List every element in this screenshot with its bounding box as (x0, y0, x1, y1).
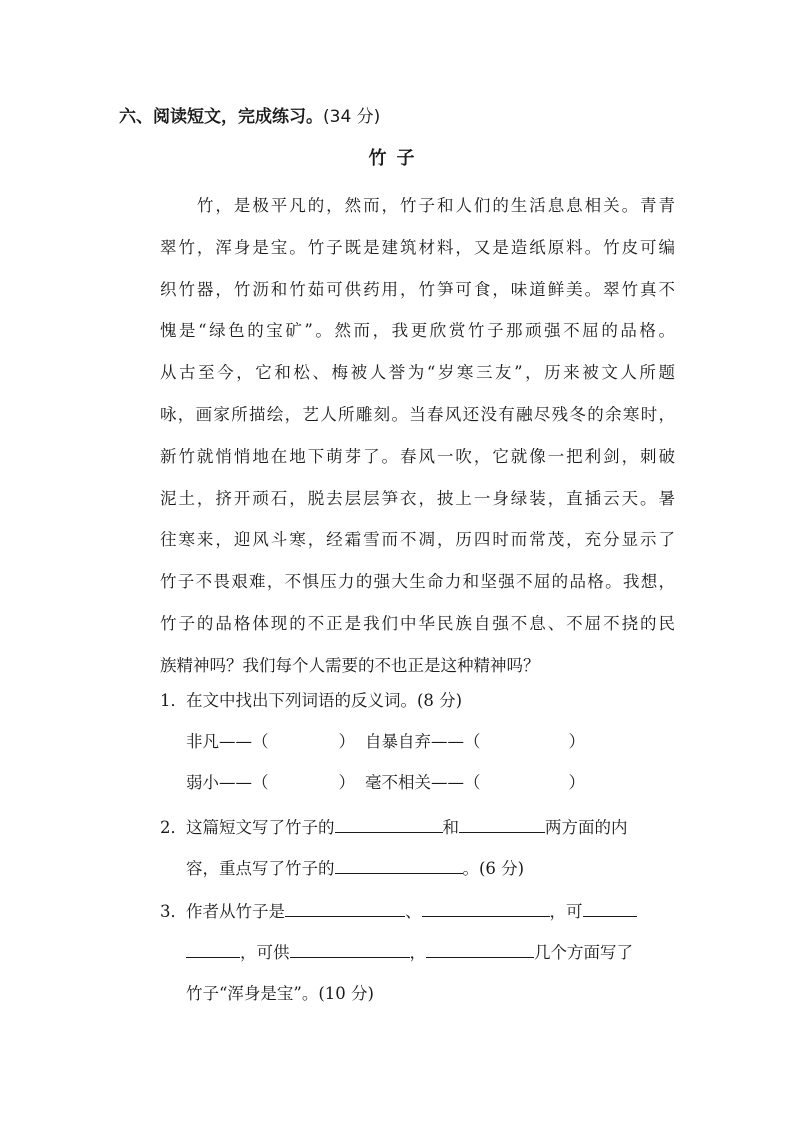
antonym-row-2 (186, 770, 706, 796)
passage-line: 竹，是极平凡的，然而，竹子和人们的生活息息相关。青青 (160, 196, 675, 215)
question-score: (8 分) (417, 691, 463, 710)
antonym-close: ） (338, 773, 355, 792)
antonym-close: ） (568, 732, 585, 751)
passage-line: 咏，画家所描绘，艺人所雕刻。当春风还没有融尽残冬的余寒时， (160, 404, 675, 424)
passage-line: 竹子的品格体现的不正是我们中华民族自强不息、不屈不挠的民 (160, 613, 675, 633)
answer-blank[interactable] (335, 855, 463, 874)
antonym-word: 非凡——（ (186, 732, 269, 751)
question-text: 。 (462, 859, 479, 878)
answer-blank[interactable] (459, 814, 545, 833)
passage-line: 竹子不畏艰难，不惧压力的强大生命力和坚强不屈的品格。我想， (160, 572, 675, 592)
question-3 (160, 898, 680, 924)
question-text: 竹子“浑身是宝”。 (186, 984, 319, 1003)
question-text: 容，重点写了竹子的 (186, 859, 335, 878)
answer-blank[interactable] (186, 939, 240, 958)
question-text: 和 (442, 818, 459, 837)
passage-line: 族精神吗？我们每个人需要的不也正是这种精神吗？ (160, 655, 540, 675)
section-score: (34 分) (323, 107, 381, 127)
article-title: 竹子 (368, 148, 425, 169)
question-number: 3． (160, 902, 187, 921)
answer-blank[interactable] (583, 898, 637, 917)
answer-blank[interactable] (335, 814, 443, 833)
antonym-close: ） (338, 732, 355, 751)
question-text: 作者从竹子是 (186, 902, 285, 921)
question-2-cont (186, 855, 706, 881)
passage-line: 泥土，挤开顽石，脱去层层笋衣，披上一身绿装，直插云天。暑 (160, 488, 675, 508)
passage-line: 织竹器，竹沥和竹茹可供药用，竹笋可食，味道鲜美。翠竹真不 (160, 279, 675, 299)
question-1 (160, 688, 680, 714)
section-heading (119, 104, 380, 130)
question-text: 几个方面写了 (534, 943, 633, 962)
question-text: ，可 (549, 902, 583, 921)
antonym-word: 弱小——（ (186, 773, 269, 792)
passage-line: 翠竹，浑身是宝。竹子既是建筑材料，又是造纸原料。竹皮可编 (160, 237, 675, 257)
question-text: 这篇短文写了竹子的 (186, 818, 335, 837)
antonym-row-1 (186, 729, 706, 755)
antonym-close: ） (568, 773, 585, 792)
question-number: 1． (160, 691, 187, 710)
question-text: 、 (405, 902, 422, 921)
question-text: 在文中找出下列词语的反义词。 (186, 691, 417, 710)
question-text: ， (409, 943, 426, 962)
question-text: 两方面的内 (545, 818, 628, 837)
answer-blank[interactable] (426, 939, 534, 958)
answer-blank[interactable] (290, 939, 410, 958)
question-score: (6 分) (479, 859, 525, 878)
answer-blank[interactable] (422, 898, 550, 917)
answer-blank[interactable] (285, 898, 405, 917)
antonym-word: 毫不相关——（ (365, 773, 481, 792)
question-score: (10 分) (318, 984, 374, 1003)
passage-line: 往寒来，迎风斗寒，经霜雪而不凋，历四时而常茂，充分显示了 (160, 530, 675, 550)
question-number: 2． (160, 818, 187, 837)
section-heading-text: 六、阅读短文，完成练习。 (119, 107, 323, 127)
question-2 (160, 814, 680, 840)
question-3-cont (186, 939, 706, 965)
question-3-cont2 (186, 981, 706, 1007)
passage-line: 愧是“绿色的宝矿”。然而，我更欣赏竹子那顽强不屈的品格。 (160, 321, 675, 341)
passage-line: 从古至今，它和松、梅被人誉为“岁寒三友”，历来被文人所题 (160, 363, 675, 383)
antonym-word: 自暴自弃——（ (365, 732, 481, 751)
article-passage (160, 185, 675, 687)
question-text: ，可供 (240, 943, 290, 962)
passage-line: 新竹就悄悄地在地下萌芽了。春风一吹，它就像一把利剑，刺破 (160, 446, 675, 466)
